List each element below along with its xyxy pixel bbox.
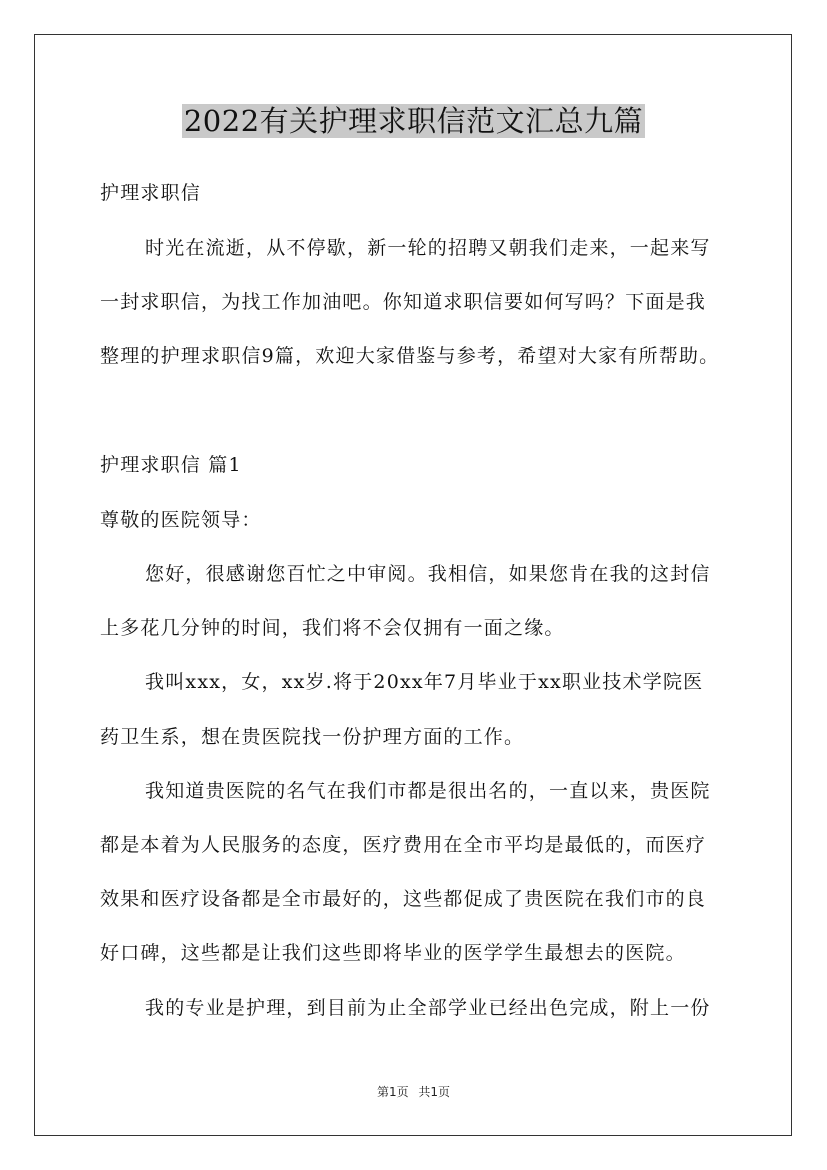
paragraph-line: 整理的护理求职信9篇，欢迎大家借鉴与参考，希望对大家有所帮助。 (100, 345, 720, 367)
page-total: 共1页 (418, 1085, 451, 1099)
page-number: 第1页 (376, 1085, 409, 1099)
paragraph-line: 您好，很感谢您百忙之中审阅。我相信，如果您肯在我的这封信 (145, 563, 711, 585)
paragraph-line: 药卫生系，想在贵医院找一份护理方面的工作。 (100, 726, 525, 748)
section-heading: 护理求职信 篇1 (100, 454, 242, 476)
section-heading: 护理求职信 (100, 182, 202, 204)
document-title: 2022有关护理求职信范文汇总九篇 (183, 104, 644, 138)
paragraph-line: 一封求职信，为找工作加油吧。你知道求职信要如何写吗？下面是我 (100, 291, 707, 313)
salutation: 尊敬的医院领导： (100, 509, 262, 531)
paragraph-line: 上多花几分钟的时间，我们将不会仅拥有一面之缘。 (100, 617, 565, 639)
paragraph-line: 我叫xxx，女，xx岁.将于20xx年7月毕业于xx职业技术学院医 (145, 671, 704, 693)
paragraph-line: 时光在流逝，从不停歇，新一轮的招聘又朝我们走来，一起来写 (145, 237, 711, 259)
document-title-container (0, 100, 827, 142)
paragraph-line: 我的专业是护理，到目前为止全部学业已经出色完成，附上一份 (145, 997, 711, 1019)
paragraph-line: 好口碑，这些都是让我们这些即将毕业的医学学生最想去的医院。 (100, 942, 686, 964)
paragraph-line: 效果和医疗设备都是全市最好的，这些都促成了贵医院在我们市的良 (100, 888, 707, 910)
paragraph-line: 我知道贵医院的名气在我们市都是很出名的，一直以来，贵医院 (145, 780, 711, 802)
paragraph-line: 都是本着为人民服务的态度，医疗费用在全市平均是最低的，而医疗 (100, 834, 707, 856)
page-footer (0, 1083, 827, 1100)
